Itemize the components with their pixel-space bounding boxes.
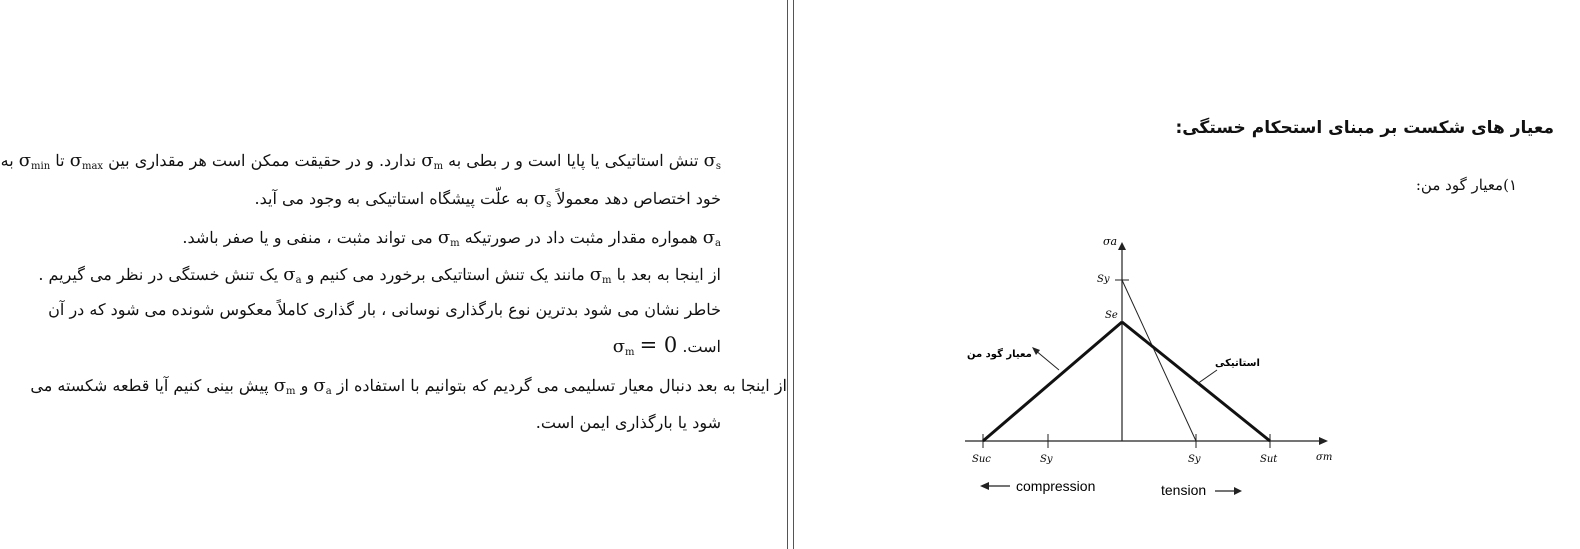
text-run: پیش بینی کنیم آیا قطعه شکسته می	[30, 376, 269, 395]
text-run: شود یا بارگذاری ایمن است.	[535, 413, 721, 432]
compression-arrowhead	[980, 482, 989, 490]
sigma-symbol: σ	[273, 375, 286, 396]
paragraph-assumption	[38, 264, 721, 286]
subsection-heading: ۱)معیار گود من:	[1415, 176, 1517, 194]
goodman-line-tension	[1122, 322, 1270, 441]
static-label: استاتیکی	[1215, 358, 1260, 369]
subscript: a	[325, 386, 332, 397]
tension-arrowhead	[1234, 487, 1242, 495]
compression-label: compression	[1016, 478, 1096, 494]
text-run: خود اختصاص دهد معمولاً	[556, 189, 721, 208]
sigma-symbol: σ	[313, 375, 326, 396]
goodman-label: معیار گود من	[967, 349, 1032, 360]
text-run: از اینجا به بعد دنبال معیار تسلیمی می گردیم که بتوانیم با استفاده از	[336, 376, 787, 395]
text-run: است.	[682, 337, 721, 356]
y-axis-arrow	[1118, 242, 1126, 250]
page-divider-left	[787, 0, 788, 549]
left-page	[0, 0, 787, 549]
tension-label: tension	[1161, 482, 1207, 498]
subscript: max	[81, 161, 104, 172]
equation-text: = 0	[639, 333, 678, 357]
text-run: ندارد. و در حقیقت ممکن است هر مقداری بین	[108, 151, 417, 170]
paragraph-static-stress-line2	[255, 188, 721, 210]
text-run: یک تنش خستگی در نظر می گیریم .	[38, 265, 279, 284]
sigma-symbol: σ	[18, 150, 32, 171]
y-axis-label: σa	[1103, 235, 1118, 248]
text-run: خاطر نشان می شود بدترین نوع بارگذاری نوسانی ، بار گذاری کاملاً معکوس شونده می شود که در آن	[48, 300, 721, 319]
paragraph-worst-loading-line2	[613, 333, 721, 358]
subscript: m	[450, 238, 460, 249]
label-sy-neg: Sy	[1040, 454, 1053, 465]
subscript: a	[715, 238, 721, 249]
sigma-symbol: σ	[703, 150, 716, 171]
paragraph-yield-criterion-line2	[536, 413, 721, 432]
right-page	[797, 0, 1580, 549]
sigma-symbol: σ	[589, 264, 603, 285]
page-divider-right	[793, 0, 794, 549]
subscript: m	[433, 161, 444, 172]
goodman-line-compression	[983, 322, 1122, 441]
subscript: a	[295, 275, 302, 286]
text-run: همواره مقدار مثبت داد در صورتیکه	[464, 228, 698, 247]
subscript: m	[286, 386, 296, 397]
paragraph-worst-loading-line1	[48, 300, 721, 319]
label-sut: Sut	[1260, 454, 1278, 465]
text-run: و	[300, 376, 309, 395]
text-run: به	[0, 151, 14, 170]
subscript: m	[602, 275, 612, 286]
text-run: مانند یک تنش استاتیکی برخورد می کنیم و	[306, 265, 585, 284]
text-run: به علّت پیشگاه استاتیکی به وجود می آید.	[254, 189, 529, 208]
section-heading: معیار های شکست بر مبنای استحکام خستگی:	[1175, 118, 1554, 138]
sigma-symbol: σ	[421, 150, 434, 171]
goodman-leader	[1035, 350, 1059, 370]
paragraph-static-stress-line1	[1, 150, 721, 172]
x-axis-label: σm	[1316, 452, 1333, 463]
subscript: s	[715, 161, 721, 172]
x-axis-arrow	[1319, 437, 1328, 445]
sigma-symbol: σ	[437, 227, 451, 248]
sigma-symbol: σ	[69, 150, 82, 171]
label-sy-y: Sy	[1097, 274, 1110, 285]
label-sy-pos: Sy	[1188, 454, 1201, 465]
text-run: از اینجا به بعد با	[616, 265, 721, 284]
text-run: تنش استاتیکی یا پایا است و ر بطی به	[448, 151, 699, 170]
label-se: Se	[1105, 310, 1118, 321]
equation-sigma-m-zero	[613, 333, 678, 358]
paragraph-yield-criterion-line1	[30, 375, 787, 397]
subscript: m	[625, 347, 635, 358]
goodman-diagram	[797, 0, 1580, 549]
text-run: تا	[55, 151, 65, 170]
text-run: می تواند مثبت ، منفی و یا صفر باشد.	[182, 228, 433, 247]
static-leader	[1197, 370, 1217, 384]
subscript: min	[31, 161, 51, 172]
subscript: s	[546, 199, 552, 210]
sigma-symbol: σ	[533, 188, 547, 209]
sigma-symbol: σ	[283, 264, 296, 285]
sigma-symbol: σ	[612, 336, 626, 357]
paragraph-alternating-stress	[182, 227, 721, 249]
label-suc: Suc	[972, 454, 991, 465]
sigma-symbol: σ	[702, 227, 716, 248]
static-line	[1122, 280, 1196, 441]
